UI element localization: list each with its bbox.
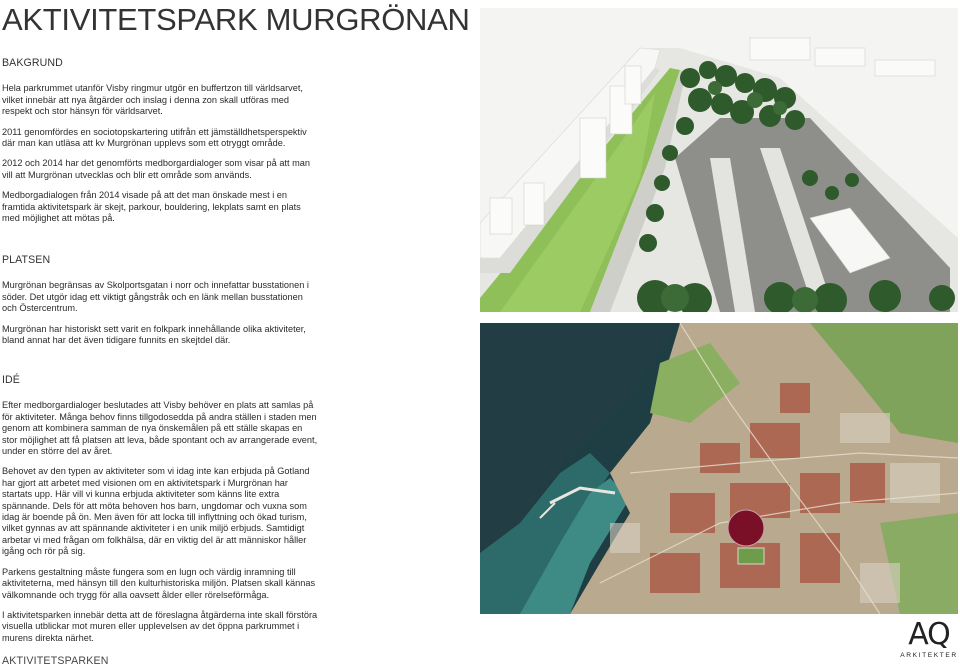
section-ide bbox=[2, 375, 320, 653]
paragraph: 2012 och 2014 har det genomförts medborgardialoger som visar på att man vill att Murgrönan utvecklas och blir ett område som används. bbox=[2, 158, 310, 180]
logo-mark: AQ bbox=[908, 617, 950, 652]
paragraph: Murgrönan har historiskt sett varit en folkpark innehållande olika aktiviteter, bland annat har det även tidigare funnits en skejtdel där. bbox=[2, 323, 306, 346]
page-title: AKTIVITETSPARK MURGRÖNAN bbox=[2, 2, 470, 37]
section-platsen bbox=[2, 255, 320, 355]
aerial-map-image bbox=[480, 323, 958, 614]
section-heading: IDÉ bbox=[2, 374, 20, 386]
paragraph: Murgrönan begränsas av Skolportsgatan i norr och innefattar busstationen i söder. Det utgör idag ett viktigt gångstråk och en länk mellan busstationen och Östercentrum. bbox=[2, 280, 309, 314]
section-bakgrund bbox=[2, 58, 320, 233]
section-heading: PLATSEN bbox=[2, 254, 51, 266]
paragraph: Behovet av den typen av aktiviteter som vi idag inte kan erbjuda på Gotland har gjort att arbetet med visionen om en aktivitetspark i Murgrönan har startats upp. Här vill vi kunna erbjuda aktiviteter som känns lite extra spännande. Dels för att möta behoven hos barn, ungdomar och vuxna som idag är boende på ön. Men även för att locka till inflyttning och ökad turism, vilket gynnas av att spännande aktiviteter i en unik miljö erbjuds. Samtidigt arbetar vi med frågan om folkhälsa, där en viktig del är att människor håller igång och rör på sig. bbox=[2, 466, 310, 557]
park-rendering-image bbox=[480, 8, 958, 312]
paragraph: Efter medborgardialoger beslutades att Visby behöver en plats att samlas på för aktiviteter. Många behov finns tillgodosedda på andra ställen i staden men genom att kombinera samman de nya önskemålen på ett ställe skapas en stor möjlighet att få platsen att leva, både spontant och av arrangerade event, under en större del av året. bbox=[2, 400, 318, 457]
paragraph: Parkens gestaltning måste fungera som en lugn och värdig inramning till aktiviteterna, med hänsyn till den kulturhistoriska miljön. Platsen skall kännas välkomnande och trygg för alla oavsett ålder eller rörelseförmåga. bbox=[2, 566, 316, 600]
footer-title: AKTIVITETSPARKEN bbox=[2, 655, 109, 667]
section-heading: BAKGRUND bbox=[2, 57, 63, 69]
paragraph: Hela parkrummet utanför Visby ringmur utgör en buffertzon till världsarvet, vilket innebär att nya åtgärder och inslag i denna zon skall utföras med respekt och stor hänsyn för världsarvet. bbox=[2, 83, 303, 117]
aq-logo bbox=[898, 619, 960, 667]
paragraph: I aktivitetsparken innebär detta att de föreslagna åtgärderna inte skall förstöra visuella utblickar mot muren eller upplevelsen av det öppna parkrummet i murens direkta närhet. bbox=[2, 609, 318, 643]
paragraph: 2011 genomfördes en sociotopskartering utifrån ett jämställdhetsperspektiv där man kan utläsa att kv Murgrönan upplevs som ett otryggt område. bbox=[2, 126, 307, 149]
paragraph: Medborgadialogen från 2014 visade på att det man önskade mest i en framtida aktivitetspark är skejt, parkour, bouldering, lekplats samt en plats med möjlighet att mötas på. bbox=[2, 190, 301, 224]
logo-subtitle: ARKITEKTER bbox=[900, 652, 958, 659]
